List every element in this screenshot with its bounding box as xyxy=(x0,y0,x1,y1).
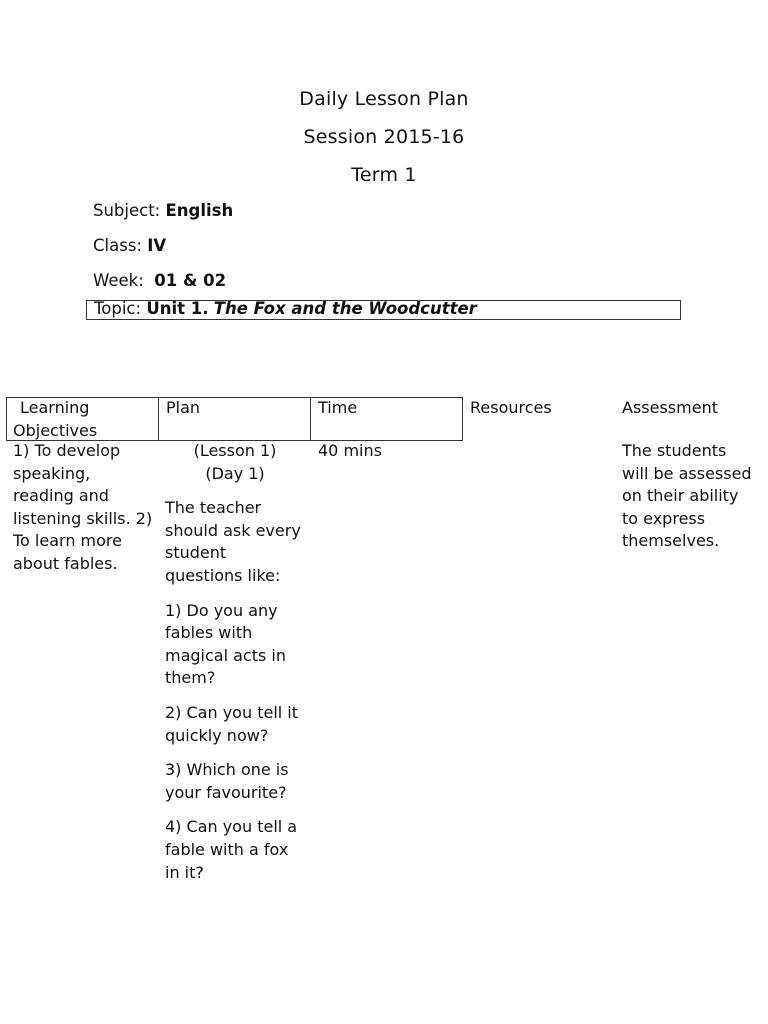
week-line xyxy=(93,271,226,290)
header-assessment: Assessment xyxy=(622,398,718,417)
header-resources: Resources xyxy=(470,398,552,417)
header-time: Time xyxy=(318,398,358,417)
plan-question-1: 1) Do you any fables with magical acts in them? xyxy=(165,600,287,688)
header-plan: Plan xyxy=(166,398,201,417)
time-value: 40 mins xyxy=(318,441,382,460)
topic-box xyxy=(86,300,681,320)
header-cell-plan xyxy=(158,397,311,441)
topic-unit: Unit 1. xyxy=(146,299,209,318)
plan-question-2: 2) Can you tell it quickly now? xyxy=(165,702,299,745)
header-objectives xyxy=(13,396,153,442)
assessment-text: The students will be assessed on their ability to express themselves. xyxy=(622,441,752,551)
subject-value: English xyxy=(165,201,234,220)
plan-day: (Day 1) xyxy=(205,463,265,483)
week-value: 01 & 02 xyxy=(154,271,227,290)
document-title: Daily Lesson Plan xyxy=(299,88,469,110)
class-value: IV xyxy=(147,236,167,255)
header-objectives-line2: Objectives xyxy=(13,421,98,440)
topic-title: The Fox and the Woodcutter xyxy=(213,299,477,318)
plan-cell xyxy=(165,440,305,896)
subject-line xyxy=(93,201,233,220)
plan-question-4: 4) Can you tell a fable with a fox in it? xyxy=(165,817,298,882)
term-line: Term 1 xyxy=(351,164,417,186)
plan-lesson: (Lesson 1) xyxy=(193,441,277,460)
class-line xyxy=(93,236,166,255)
subject-label: Subject: xyxy=(93,201,161,220)
topic-label: Topic: xyxy=(94,299,142,318)
topic-line xyxy=(94,299,477,318)
week-label: Week: xyxy=(93,271,144,290)
plan-intro: The teacher should ask every student questions like: xyxy=(165,498,301,585)
header-cell-time xyxy=(310,397,463,441)
header-objectives-line1: Learning xyxy=(20,398,90,417)
session-line: Session 2015-16 xyxy=(303,126,465,148)
class-label: Class: xyxy=(93,236,142,255)
header-cell-objectives xyxy=(6,397,159,441)
plan-question-3: 3) Which one is your favourite? xyxy=(165,760,289,802)
objectives-text: 1) To develop speaking, reading and listening skills. 2) To learn more about fables. xyxy=(13,441,153,573)
